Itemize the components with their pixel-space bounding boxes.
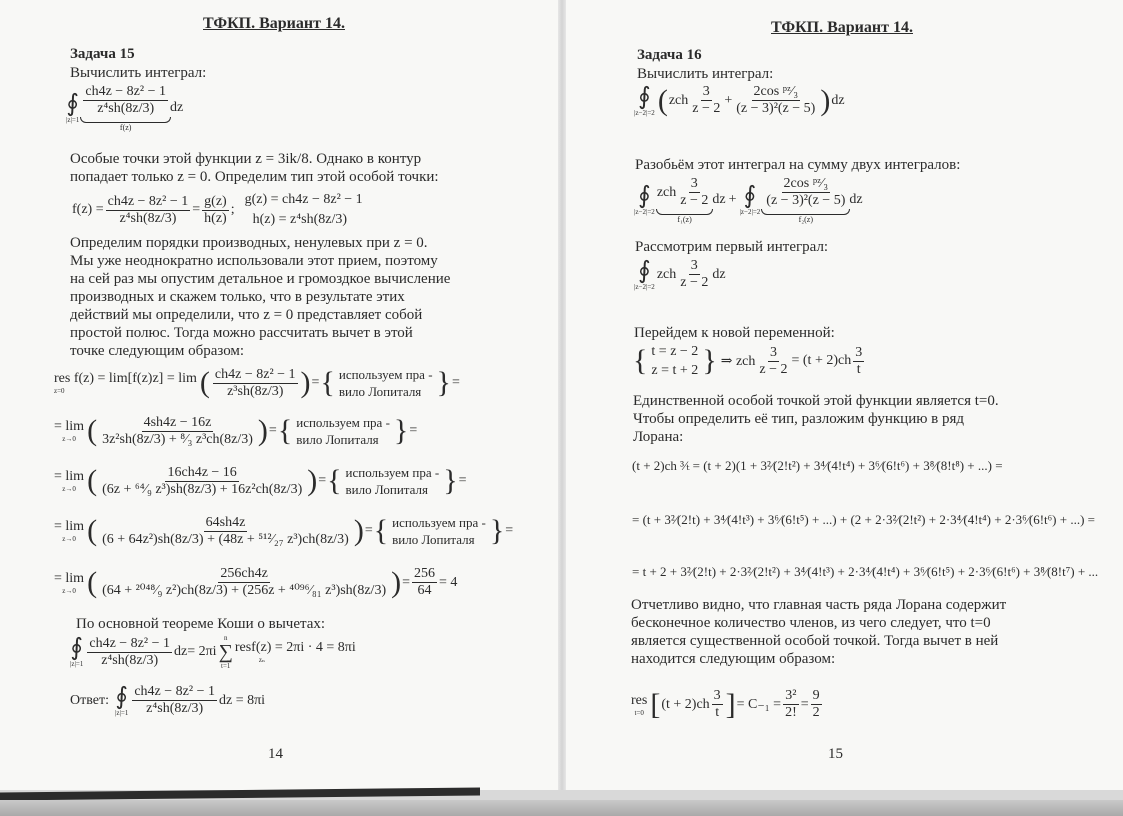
right-page-number: 15 xyxy=(828,746,843,762)
singular-para-line-1: Единственной особой точкой этой функции является t=0. xyxy=(633,393,999,409)
residue-step-1: = lim z→0 ( 4sh4z − 16z 3z²sh(8z/3) + ⁸⁄₃ z³ch(8z/3) ) = { используем пра - вило Лопиталя } = xyxy=(54,414,418,447)
left-para-1-line-2: попадает только z = 0. Определим тип этой особой точки: xyxy=(70,169,439,185)
left-para-2-line-6: простой полюс. Тогда можно рассчитать вычет в этой xyxy=(70,325,413,341)
left-page-number: 14 xyxy=(268,746,283,762)
cauchy-theorem-line: По основной теореме Коши о вычетах: xyxy=(76,616,326,632)
singular-para-line-2: Чтобы определить её тип, разложим функцию в ряд xyxy=(633,411,965,427)
consider-first-line: Рассмотрим первый интеграл: xyxy=(635,239,829,255)
laurent-line-2: = (t + 3²⁄(2!t) + 3⁴⁄(4!t³) + 3⁶⁄(6!t⁵) + ...) + (2 + 2·3²⁄(2!t²) + 2·3⁴⁄(4!t⁴) + 2·3⁶⁄(6!t⁶) + ...) = xyxy=(632,512,1095,527)
singular-para-line-3: Лорана: xyxy=(633,429,684,445)
task-15-answer: Ответ: ∮ |z|=1 ch4z − 8z² − 1 z⁴sh(8z/3) dz = 8πi xyxy=(70,683,266,717)
essential-para-line-2: бесконечное количество членов, из чего следует, что t=0 xyxy=(631,615,991,631)
new-variable-line: Перейдем к новой переменной: xyxy=(634,325,835,341)
left-para-1-line-1: Особые точки этой функции z = 3ik/8. Однако в контур xyxy=(70,151,422,167)
residue-step-4: = lim z→0 ( 256ch4z (64 + ²⁰⁴⁸⁄₉ z²)ch(8z/3) + (256z + ⁴⁰⁹⁶⁄₈₁ z³)sh(8z/3) ) = $\frac{256}{64}$ = 4 xyxy=(54,565,458,599)
laurent-line-3: = t + 2 + 3²⁄(2!t) + 2·3²⁄(2!t²) + 3⁴⁄(4!t³) + 2·3⁴⁄(4!t⁴) + 3⁶⁄(6!t⁵) + 2·3⁶⁄(6!t⁶) + 3⁸⁄(8!t⁷) + ... xyxy=(632,564,1099,579)
left-para-2-line-1: Определим порядки производных, ненулевых при z = 0. xyxy=(70,235,428,251)
f-definition: f(z) = $\frac{\text{ch4z − 8z² − 1}}{\text{z⁴sh(8z/3)}}$ = $\frac{g(z)}{h(z)}$ ; g(z) = ch4z − 8z² − 1 h(z) = z⁴sh(8z/3) xyxy=(72,192,363,227)
split-integrals: ∮ |z−2|=2 zch 3 z − 2 f₁(z) dz + ∮ |z−2|=2 2cos ᵖᶻ⁄₃ (z − 3)²(z − 5) f₂(z) dz xyxy=(634,176,863,224)
laurent-line-1: (t + 2)ch ³⁄ₜ = (t + 2)(1 + 3²⁄(2!t²) + 3⁴⁄(4!t⁴) + 3⁶⁄(6!t⁶) + 3⁸⁄(8!t⁸) + ...) = xyxy=(632,458,1003,473)
left-para-2-line-7: точке следующим образом: xyxy=(70,343,245,359)
substitution: { t = z − 2 z = t + 2 } ⇒ zch $\frac{3}{z - 2}$ = (t + 2)ch 3 t xyxy=(633,344,863,378)
cauchy-formula: ∮ |z|=1 ch4z − 8z² − 1 z⁴sh(8z/3) dz = 2πi n ∑ t=1 resf(z) = 2πi · 4 = 8πi zₙ xyxy=(70,634,356,670)
left-para-2-line-3: на сей раз мы опустим детальное и громоздкое вычисление xyxy=(70,271,451,287)
scan-bottom-edge xyxy=(0,790,1123,816)
residue-step-3: = lim z→0 ( 64sh4z (6 + 64z²)sh(8z/3) + (48z + ⁵¹²⁄₂₇ z³)ch(8z/3) ) = { используем пра - вило Лопиталя } = xyxy=(54,514,514,547)
first-integral: ∮ |z−2|=2 zch 3 z − 2 dz xyxy=(634,257,726,291)
essential-para-line-1: Отчетливо видно, что главная часть ряда Лорана содержит xyxy=(631,597,1007,613)
task-15-integral: ∮ |z|=1 ch4z − 8z² − 1 z⁴sh(8z/3) f(z) dz xyxy=(66,84,184,132)
task-16-title: Задача 16 xyxy=(637,47,702,63)
task-16-integral: ∮ |z−2|=2 ( zch 3 z − 2 + $\frac{\text{2cos ᵖᶻ⁄₃}}{\text{(z − 3)²(z − 5)}}$ ) dz xyxy=(634,83,845,117)
split-line: Разобьём этот интеграл на сумму двух интегралов: xyxy=(635,157,961,173)
left-para-2-line-2: Мы уже неоднократно использовали этот прием, поэтому xyxy=(70,253,438,269)
task-15-title: Задача 15 xyxy=(70,46,135,62)
task-16-prompt: Вычислить интеграл: xyxy=(637,66,774,82)
book-spine xyxy=(558,0,566,790)
essential-para-line-4: находится следующим образом: xyxy=(631,651,836,667)
left-para-2-line-5: действий мы определили, что z = 0 представляет собой xyxy=(70,307,423,323)
residue-step-0: res f(z) = lim[f(z)z] = lim z=0 ( ch4z − 8z² − 1 z³sh(8z/3) ) = { используем пра - вило Лопиталя } = xyxy=(54,366,460,399)
left-para-2-line-4: производных и скажем только, что в результате этих xyxy=(70,289,405,305)
left-page-header: ТФКП. Вариант 14. xyxy=(203,15,345,32)
final-residue: res t=0 [ (t + 2)ch 3 t ] = C₋₁ = $\frac{\text{3²}}{2!}$ = $\frac{9}{2}$ xyxy=(631,687,820,721)
right-page-header: ТФКП. Вариант 14. xyxy=(771,19,913,36)
essential-para-line-3: является существенной особой точкой. Тогда вычет в ней xyxy=(631,633,999,649)
residue-step-2: = lim z→0 ( 16ch4z − 16 (6z + ⁶⁴⁄₉ z³)sh(8z/3) + 16z²ch(8z/3) ) = { используем пра - вило Лопиталя } = xyxy=(54,464,467,497)
task-15-prompt: Вычислить интеграл: xyxy=(70,65,207,81)
